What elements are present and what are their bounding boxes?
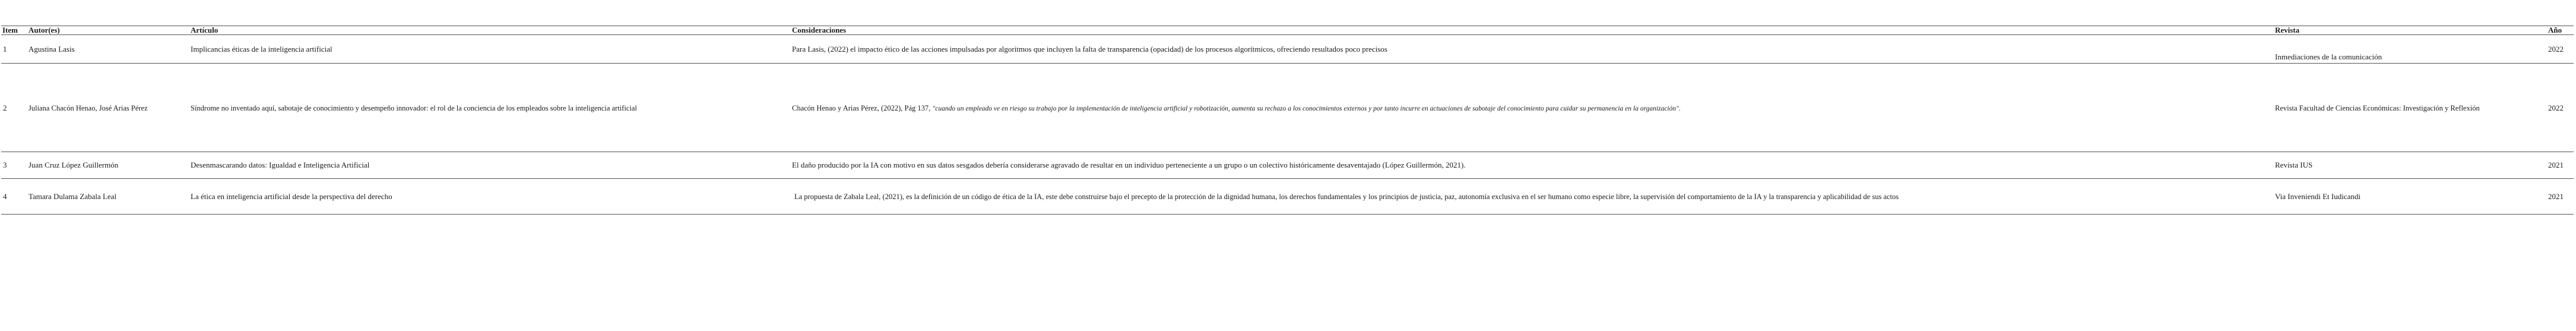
cell-autores: Tamara Dulama Zabala Leal (28, 192, 117, 201)
cell-consideraciones: Para Lasis, (2022) el impacto ético de las acciones impulsadas por algoritmos que incluyen la falta de transparencia (opacidad) de los procesos algorítmicos, ofreciendo resultados poco precisos (792, 45, 1387, 53)
cell-consideraciones: La propuesta de Zabala Leal, (2021), es la definición de un código de ética de la IA, este debe construirse bajo el precepto de la protección de la dignidad humana, los derechos fundamentales y los principios de justicia, paz, autonomía exclusiva en el ser humano como especie libre, la supervisión del comportamiento de la IA y la transparencia y aplicabilidad de sus actos (794, 193, 1899, 201)
header-autores: Autor(es) (28, 26, 60, 34)
cell-articulo: La ética en inteligencia artificial desde la perspectiva del derecho (191, 192, 392, 201)
cell-articulo: Implicancias éticas de la inteligencia artificial (191, 45, 332, 53)
header-bottom-border (1, 34, 2574, 35)
cell-consideraciones: El daño producido por la IA con motivo en sus datos sesgados debería considerarse agravado de resultar en un individuo perteneciente a un grupo o un colectivo históricamente desaventajado (López Guillermón, 2021). (792, 160, 1466, 169)
cell-autores: Agustina Lasis (28, 45, 75, 53)
header-revista: Revista (2275, 26, 2300, 34)
consideraciones-quote: "cuando un empleado ve en riesgo su trabajo por la implementación de inteligencia artificial y robotización, aumenta su rechazo a los conocimientos externos y por tanto incurre en actuaciones de sabotaje del conocimiento para cuidar su permanencia en la organización". (932, 105, 1681, 112)
cell-anio: 2022 (2548, 103, 2564, 112)
header-anio: Año (2548, 26, 2562, 34)
cell-revista: Via Inveniendi Et Iudicandi (2275, 192, 2360, 201)
cell-autores: Juliana Chacón Henao, José Arias Pérez (28, 104, 148, 112)
header-item: Item (2, 26, 18, 34)
row-divider-3 (1, 178, 2574, 179)
cell-item: 2 (3, 103, 7, 112)
cell-revista: Inmediaciones de la comunicación (2275, 52, 2382, 61)
cell-consideraciones (792, 104, 1681, 113)
cell-item: 3 (3, 160, 7, 169)
cell-articulo: Desenmascarando datos: Igualdad e Inteligencia Artificial (191, 160, 370, 169)
header-articulo: Artículo (191, 26, 218, 34)
cell-item: 1 (3, 45, 7, 53)
cell-item: 4 (3, 192, 7, 201)
cell-anio: 2022 (2548, 45, 2564, 53)
header-consideraciones: Consideraciones (792, 26, 846, 34)
cell-revista: Revista Facultad de Ciencias Económicas: Investigación y Reflexión (2275, 104, 2480, 112)
cell-articulo: Síndrome no inventado aquí, sabotaje de conocimiento y desempeño innovador: el rol de la conciencia de los empleados sobre la inteligencia artificial (191, 104, 637, 112)
cell-revista: Revista IUS (2275, 160, 2313, 169)
table-bottom-border (1, 214, 2574, 215)
cell-anio: 2021 (2548, 160, 2564, 169)
cell-anio: 2021 (2548, 192, 2564, 201)
row-divider-1 (1, 63, 2574, 64)
consideraciones-prefix: Chacón Henao y Arias Pérez, (2022), Pág 137, (792, 104, 933, 112)
cell-autores: Juan Cruz López Guillermón (28, 160, 119, 169)
